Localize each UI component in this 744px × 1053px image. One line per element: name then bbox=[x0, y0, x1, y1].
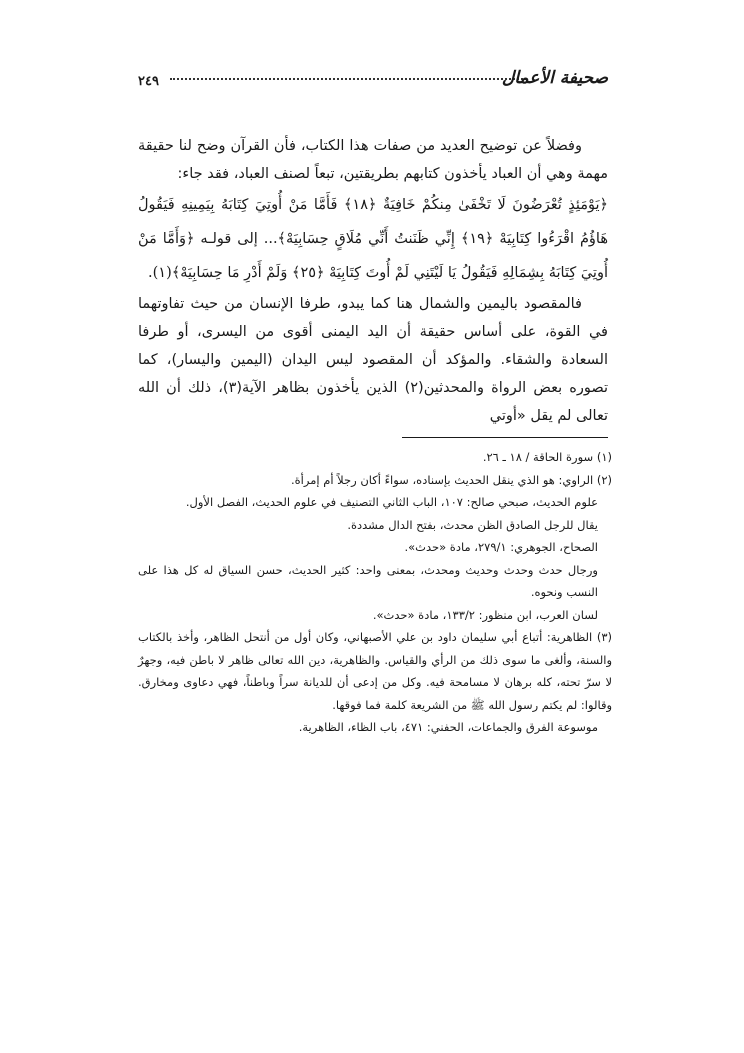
quran-verses: ﴿يَوْمَئِذٍ تُعْرَضُونَ لَا تَخْفَىٰ مِنكُمْ خَافِيَةٌ ﴿١٨﴾ فَأَمَّا مَنْ أُوتِيَ كِتَابَهُ بِيَمِينِهِ فَيَقُولُ هَاؤُمُ اقْرَءُوا كِتَابِيَهْ ﴿١٩﴾ إِنِّي ظَنَنتُ أَنِّي مُلَاقٍ حِسَابِيَهْ﴾... إلى قولـه ﴿وَأَمَّا مَنْ أُوتِيَ كِتَابَهُ بِشِمَالِهِ فَيَقُولُ يَا لَيْتَنِي لَمْ أُوتَ كِتَابِيَهْ ﴿٢٥﴾ وَلَمْ أَدْرِ مَا حِسَابِيَهْ﴾(١). bbox=[138, 197, 608, 281]
footnote-2-source-1: علوم الحديث، صبحي صالح: ١٠٧، الباب الثاني التصنيف في علوم الحديث، الفصل الأول. bbox=[185, 495, 598, 509]
footnote-2-source-2: الصحاح، الجوهري: ٢٧٩/١، مادة «حدث». bbox=[404, 540, 598, 554]
footnote-2-note: يقال للرجل الصادق الظن محدث، بفتح الدال مشددة. bbox=[347, 517, 598, 532]
main-text bbox=[138, 132, 608, 430]
page-number: ٢٤٩ bbox=[138, 74, 159, 89]
footnote-2-source-3: لسان العرب، ابن منظور: ١٣٣/٢، مادة «حدث». bbox=[372, 607, 598, 622]
footnote-3: (٣) الظاهرية: أتباع أبي سليمان داود بن علي الأصبهاني، وكان أول من أنتحل الظاهر، وأخذ بالكتاب والسنة، وألغى ما سوى ذلك من الرأي والقياس. والظاهرية، دين الله تعالى ظاهر لا باطن فيه، وجهرٌ لا سرّ تحته، كله برهان لا مسامحة فيه. وكل من إدعى أن للديانة سراً وباطناً، فهي دعاوى ومخارق. وقالوا: لم يكتم رسول الله ﷺ من الشريعة كلمة فما فوقها. bbox=[138, 630, 612, 712]
header-dot-leader bbox=[170, 78, 526, 80]
footnote-3-source: موسوعة الفرق والجماعات، الحفني: ٤٧١، باب الظاء، الظاهرية. bbox=[298, 720, 598, 734]
footnote-1: (١) سورة الحاقة / ١٨ ـ ٢٦. bbox=[482, 450, 612, 464]
header-title: صحيفة الأعمال bbox=[501, 68, 608, 88]
paragraph-intro: وفضلاً عن توضيح العديد من صفات هذا الكتاب، فأن القرآن وضح لنا حقيقة مهمة وهي أن العباد يأخذون كتابهم بطريقتين، تبعاً لصنف العباد، فقد جاء: bbox=[138, 138, 608, 182]
footnote-2-note-2: ورجال حدث وحدث وحديث ومحدث، بمعنى واحد: كثير الحديث، حسن السياق له كل هذا على النسب ونحوه. bbox=[138, 562, 598, 599]
footnote-2: (٢) الراوي: هو الذي ينقل الحديث بإسناده، سواءً أكان رجلاً أم إمرأة. bbox=[290, 472, 612, 487]
footnote-separator bbox=[402, 437, 608, 438]
footnotes bbox=[138, 446, 612, 739]
paragraph-meaning: فالمقصود باليمين والشمال هنا كما يبدو، طرفا الإنسان من حيث تفاوتهما في القوة، على أساس حقيقة أن اليد اليمنى أقوى من اليسرى، أو طرفا السعادة والشقاء. والمؤكد أن المقصود ليس اليدان (اليمين واليسار)، كما تصوره بعض الرواة والمحدثين(٢) الذين يأخذون بظاهر الآية(٣)، ذلك أن الله تعالى لم يقل «أوتي bbox=[138, 296, 608, 424]
running-header bbox=[138, 68, 608, 98]
